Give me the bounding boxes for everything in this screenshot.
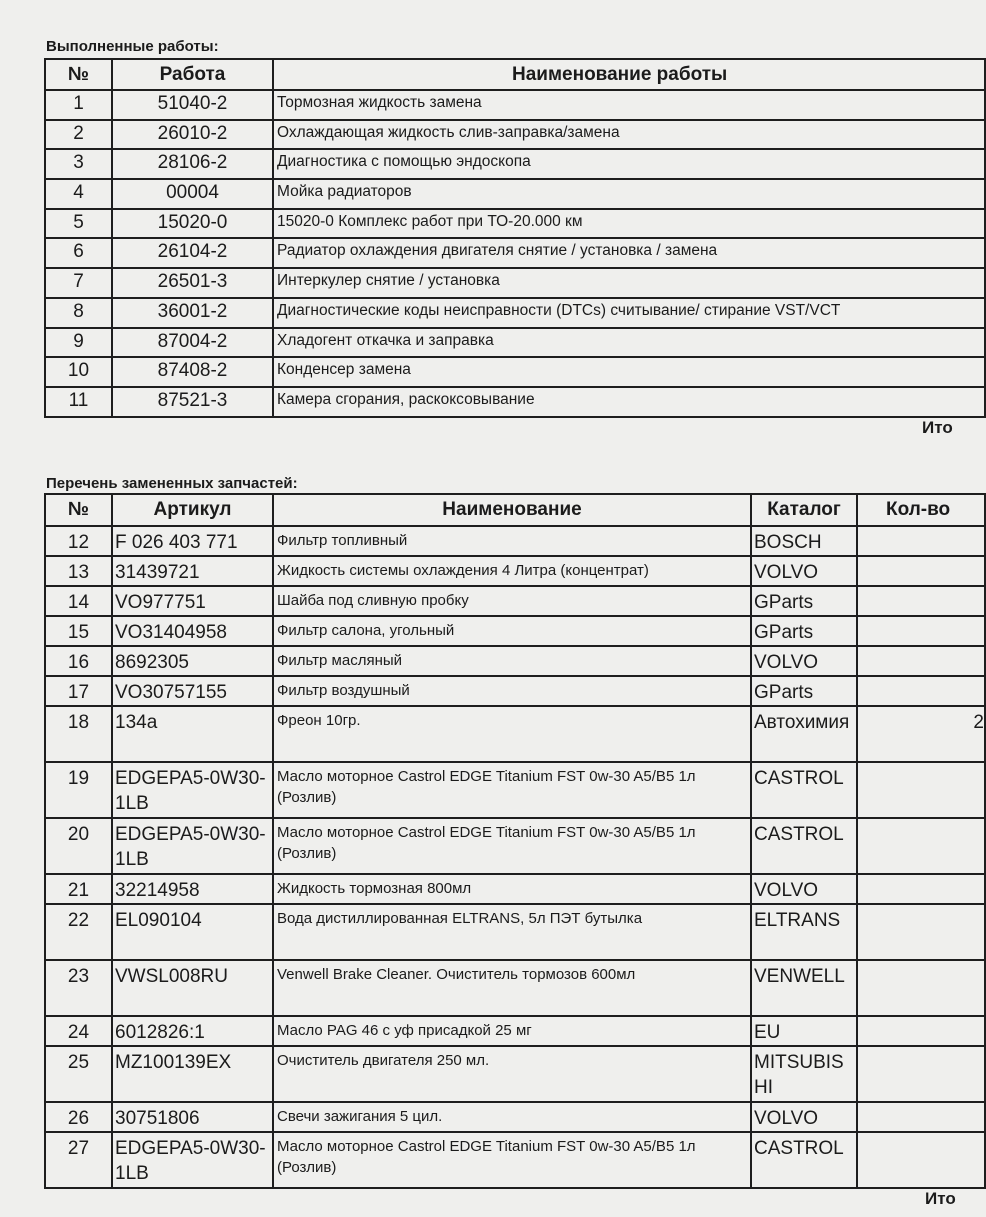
parts-row-num: 20 bbox=[45, 818, 112, 874]
works-row-code: 87521-3 bbox=[112, 387, 273, 417]
parts-row bbox=[45, 874, 985, 904]
parts-row-sku: 31439721 bbox=[112, 556, 273, 586]
parts-row-name: Venwell Brake Cleaner. Очиститель тормозов 600мл bbox=[273, 960, 751, 1016]
parts-row bbox=[45, 818, 985, 874]
parts-row-num: 21 bbox=[45, 874, 112, 904]
parts-row-qty bbox=[857, 904, 985, 960]
works-row bbox=[45, 90, 985, 120]
parts-row-num: 12 bbox=[45, 526, 112, 556]
works-row-code: 00004 bbox=[112, 179, 273, 209]
parts-total-label: Ито bbox=[925, 1189, 956, 1208]
works-row-code: 28106-2 bbox=[112, 149, 273, 179]
works-row-name: 15020-0 Комплекс работ при ТО-20.000 км bbox=[273, 209, 985, 239]
parts-row-name: Свечи зажигания 5 цил. bbox=[273, 1102, 751, 1132]
parts-row-name: Фильтр воздушный bbox=[273, 676, 751, 706]
parts-row-catalog: CASTROL bbox=[751, 1132, 857, 1188]
parts-row-num: 25 bbox=[45, 1046, 112, 1102]
parts-row bbox=[45, 1132, 985, 1188]
works-row-num: 11 bbox=[45, 387, 112, 417]
parts-row-catalog: VENWELL bbox=[751, 960, 857, 1016]
parts-row-name: Шайба под сливную пробку bbox=[273, 586, 751, 616]
parts-row-num: 27 bbox=[45, 1132, 112, 1188]
works-row bbox=[45, 298, 985, 328]
parts-row-catalog: GParts bbox=[751, 676, 857, 706]
works-row-code: 26104-2 bbox=[112, 238, 273, 268]
parts-row-catalog: GParts bbox=[751, 616, 857, 646]
parts-row-catalog: VOLVO bbox=[751, 646, 857, 676]
works-row bbox=[45, 120, 985, 150]
parts-row bbox=[45, 586, 985, 616]
parts-row-qty bbox=[857, 960, 985, 1016]
parts-row bbox=[45, 676, 985, 706]
works-section-title: Выполненные работы: bbox=[46, 38, 219, 55]
parts-header-row bbox=[45, 494, 985, 526]
parts-row-qty bbox=[857, 586, 985, 616]
works-row-num: 9 bbox=[45, 328, 112, 358]
works-row-num: 10 bbox=[45, 357, 112, 387]
parts-row-catalog: VOLVO bbox=[751, 1102, 857, 1132]
parts-row-qty bbox=[857, 646, 985, 676]
parts-row-name: Фильтр масляный bbox=[273, 646, 751, 676]
works-row-name: Камера сгорания, раскоксовывание bbox=[273, 387, 985, 417]
works-row-code: 51040-2 bbox=[112, 90, 273, 120]
parts-row-catalog: BOSCH bbox=[751, 526, 857, 556]
parts-row-num: 17 bbox=[45, 676, 112, 706]
parts-row-sku: 30751806 bbox=[112, 1102, 273, 1132]
parts-row-sku: EDGEPA5-0W30-1LB bbox=[112, 818, 273, 874]
works-row bbox=[45, 328, 985, 358]
parts-row bbox=[45, 646, 985, 676]
parts-row-num: 16 bbox=[45, 646, 112, 676]
works-row-name: Интеркулер снятие / установка bbox=[273, 268, 985, 298]
works-table bbox=[44, 58, 986, 418]
parts-row-name: Фреон 10гр. bbox=[273, 706, 751, 762]
parts-row-num: 19 bbox=[45, 762, 112, 818]
parts-row-catalog: CASTROL bbox=[751, 762, 857, 818]
parts-row-catalog: EU bbox=[751, 1016, 857, 1046]
parts-row-qty bbox=[857, 526, 985, 556]
parts-row-qty bbox=[857, 556, 985, 586]
parts-row-qty bbox=[857, 762, 985, 818]
parts-row-sku: F 026 403 771 bbox=[112, 526, 273, 556]
parts-row-sku: MZ100139EX bbox=[112, 1046, 273, 1102]
parts-row-name: Масло моторное Castrol EDGE Titanium FST 0w-30 A5/B5 1л (Розлив) bbox=[273, 1132, 751, 1188]
parts-row-sku: EDGEPA5-0W30-1LB bbox=[112, 762, 273, 818]
parts-row-sku: 6012826:1 bbox=[112, 1016, 273, 1046]
works-row-num: 5 bbox=[45, 209, 112, 239]
parts-row-sku: 32214958 bbox=[112, 874, 273, 904]
works-row-num: 7 bbox=[45, 268, 112, 298]
works-total-label: Ито bbox=[922, 418, 953, 437]
parts-row-qty bbox=[857, 1132, 985, 1188]
parts-row-catalog: GParts bbox=[751, 586, 857, 616]
works-header-num: № bbox=[45, 59, 112, 90]
works-row bbox=[45, 268, 985, 298]
works-row-name: Хладогент откачка и заправка bbox=[273, 328, 985, 358]
parts-row-name: Масло моторное Castrol EDGE Titanium FST 0w-30 A5/B5 1л (Розлив) bbox=[273, 762, 751, 818]
parts-row bbox=[45, 616, 985, 646]
parts-row-qty bbox=[857, 616, 985, 646]
works-header-code: Работа bbox=[112, 59, 273, 90]
works-row bbox=[45, 357, 985, 387]
parts-row-qty bbox=[857, 818, 985, 874]
works-row bbox=[45, 387, 985, 417]
parts-row-sku: VWSL008RU bbox=[112, 960, 273, 1016]
works-header-row bbox=[45, 59, 985, 90]
parts-row-num: 26 bbox=[45, 1102, 112, 1132]
parts-header-catalog: Каталог bbox=[751, 494, 857, 526]
works-row-code: 87408-2 bbox=[112, 357, 273, 387]
parts-row-sku: 8692305 bbox=[112, 646, 273, 676]
works-row-num: 2 bbox=[45, 120, 112, 150]
works-row-num: 4 bbox=[45, 179, 112, 209]
works-row-name: Диагностика с помощью эндоскопа bbox=[273, 149, 985, 179]
parts-row-num: 14 bbox=[45, 586, 112, 616]
parts-row-sku: 134a bbox=[112, 706, 273, 762]
parts-row-catalog: VOLVO bbox=[751, 556, 857, 586]
parts-row-qty bbox=[857, 1046, 985, 1102]
parts-row bbox=[45, 960, 985, 1016]
works-row bbox=[45, 209, 985, 239]
parts-row-num: 18 bbox=[45, 706, 112, 762]
parts-row-name: Масло PAG 46 с уф присадкой 25 мг bbox=[273, 1016, 751, 1046]
parts-row-sku: EL090104 bbox=[112, 904, 273, 960]
parts-row-num: 15 bbox=[45, 616, 112, 646]
parts-row bbox=[45, 556, 985, 586]
works-row-name: Охлаждающая жидкость слив-заправка/замена bbox=[273, 120, 985, 150]
parts-row-catalog: ELTRANS bbox=[751, 904, 857, 960]
parts-header-sku: Артикул bbox=[112, 494, 273, 526]
parts-row-name: Вода дистиллированная ELTRANS, 5л ПЭТ бутылка bbox=[273, 904, 751, 960]
works-row-name: Диагностические коды неисправности (DTCs) считывание/ стирание VST/VCT bbox=[273, 298, 985, 328]
works-row bbox=[45, 179, 985, 209]
works-row-num: 6 bbox=[45, 238, 112, 268]
parts-row-sku: VO31404958 bbox=[112, 616, 273, 646]
parts-row-sku: VO30757155 bbox=[112, 676, 273, 706]
works-row-code: 26010-2 bbox=[112, 120, 273, 150]
works-row-name: Радиатор охлаждения двигателя снятие / установка / замена bbox=[273, 238, 985, 268]
parts-row-catalog: Автохимия bbox=[751, 706, 857, 762]
parts-row-name: Очиститель двигателя 250 мл. bbox=[273, 1046, 751, 1102]
parts-row-num: 23 bbox=[45, 960, 112, 1016]
parts-row-qty bbox=[857, 676, 985, 706]
works-row-num: 1 bbox=[45, 90, 112, 120]
parts-header-qty: Кол-во bbox=[857, 494, 985, 526]
parts-header-num: № bbox=[45, 494, 112, 526]
parts-row-qty bbox=[857, 1016, 985, 1046]
works-row-code: 36001-2 bbox=[112, 298, 273, 328]
parts-row-catalog: MITSUBISHI bbox=[751, 1046, 857, 1102]
parts-row bbox=[45, 1046, 985, 1102]
works-row-code: 15020-0 bbox=[112, 209, 273, 239]
works-row-num: 3 bbox=[45, 149, 112, 179]
parts-row-num: 22 bbox=[45, 904, 112, 960]
parts-row-name: Фильтр салона, угольный bbox=[273, 616, 751, 646]
parts-row-catalog: VOLVO bbox=[751, 874, 857, 904]
parts-row-name: Масло моторное Castrol EDGE Titanium FST 0w-30 A5/B5 1л (Розлив) bbox=[273, 818, 751, 874]
parts-row bbox=[45, 762, 985, 818]
parts-row-num: 13 bbox=[45, 556, 112, 586]
parts-row-name: Жидкость системы охлаждения 4 Литра (концентрат) bbox=[273, 556, 751, 586]
parts-row-sku: EDGEPA5-0W30-1LB bbox=[112, 1132, 273, 1188]
works-row-code: 26501-3 bbox=[112, 268, 273, 298]
works-row-name: Конденсер замена bbox=[273, 357, 985, 387]
parts-row bbox=[45, 1102, 985, 1132]
works-header-name: Наименование работы bbox=[273, 59, 985, 90]
parts-table bbox=[44, 493, 986, 1189]
works-row-name: Тормозная жидкость замена bbox=[273, 90, 985, 120]
parts-row-qty bbox=[857, 874, 985, 904]
works-row-name: Мойка радиаторов bbox=[273, 179, 985, 209]
parts-row-sku: VO977751 bbox=[112, 586, 273, 616]
parts-row-qty: 2 bbox=[857, 706, 985, 762]
works-row bbox=[45, 238, 985, 268]
parts-section-title: Перечень замененных запчастей: bbox=[46, 475, 298, 492]
parts-row-catalog: CASTROL bbox=[751, 818, 857, 874]
works-row bbox=[45, 149, 985, 179]
parts-row-qty bbox=[857, 1102, 985, 1132]
parts-row bbox=[45, 904, 985, 960]
parts-row bbox=[45, 526, 985, 556]
works-row-code: 87004-2 bbox=[112, 328, 273, 358]
works-row-num: 8 bbox=[45, 298, 112, 328]
parts-row bbox=[45, 1016, 985, 1046]
parts-header-name: Наименование bbox=[273, 494, 751, 526]
parts-row-num: 24 bbox=[45, 1016, 112, 1046]
parts-row-name: Жидкость тормозная 800мл bbox=[273, 874, 751, 904]
parts-row-name: Фильтр топливный bbox=[273, 526, 751, 556]
parts-row bbox=[45, 706, 985, 762]
